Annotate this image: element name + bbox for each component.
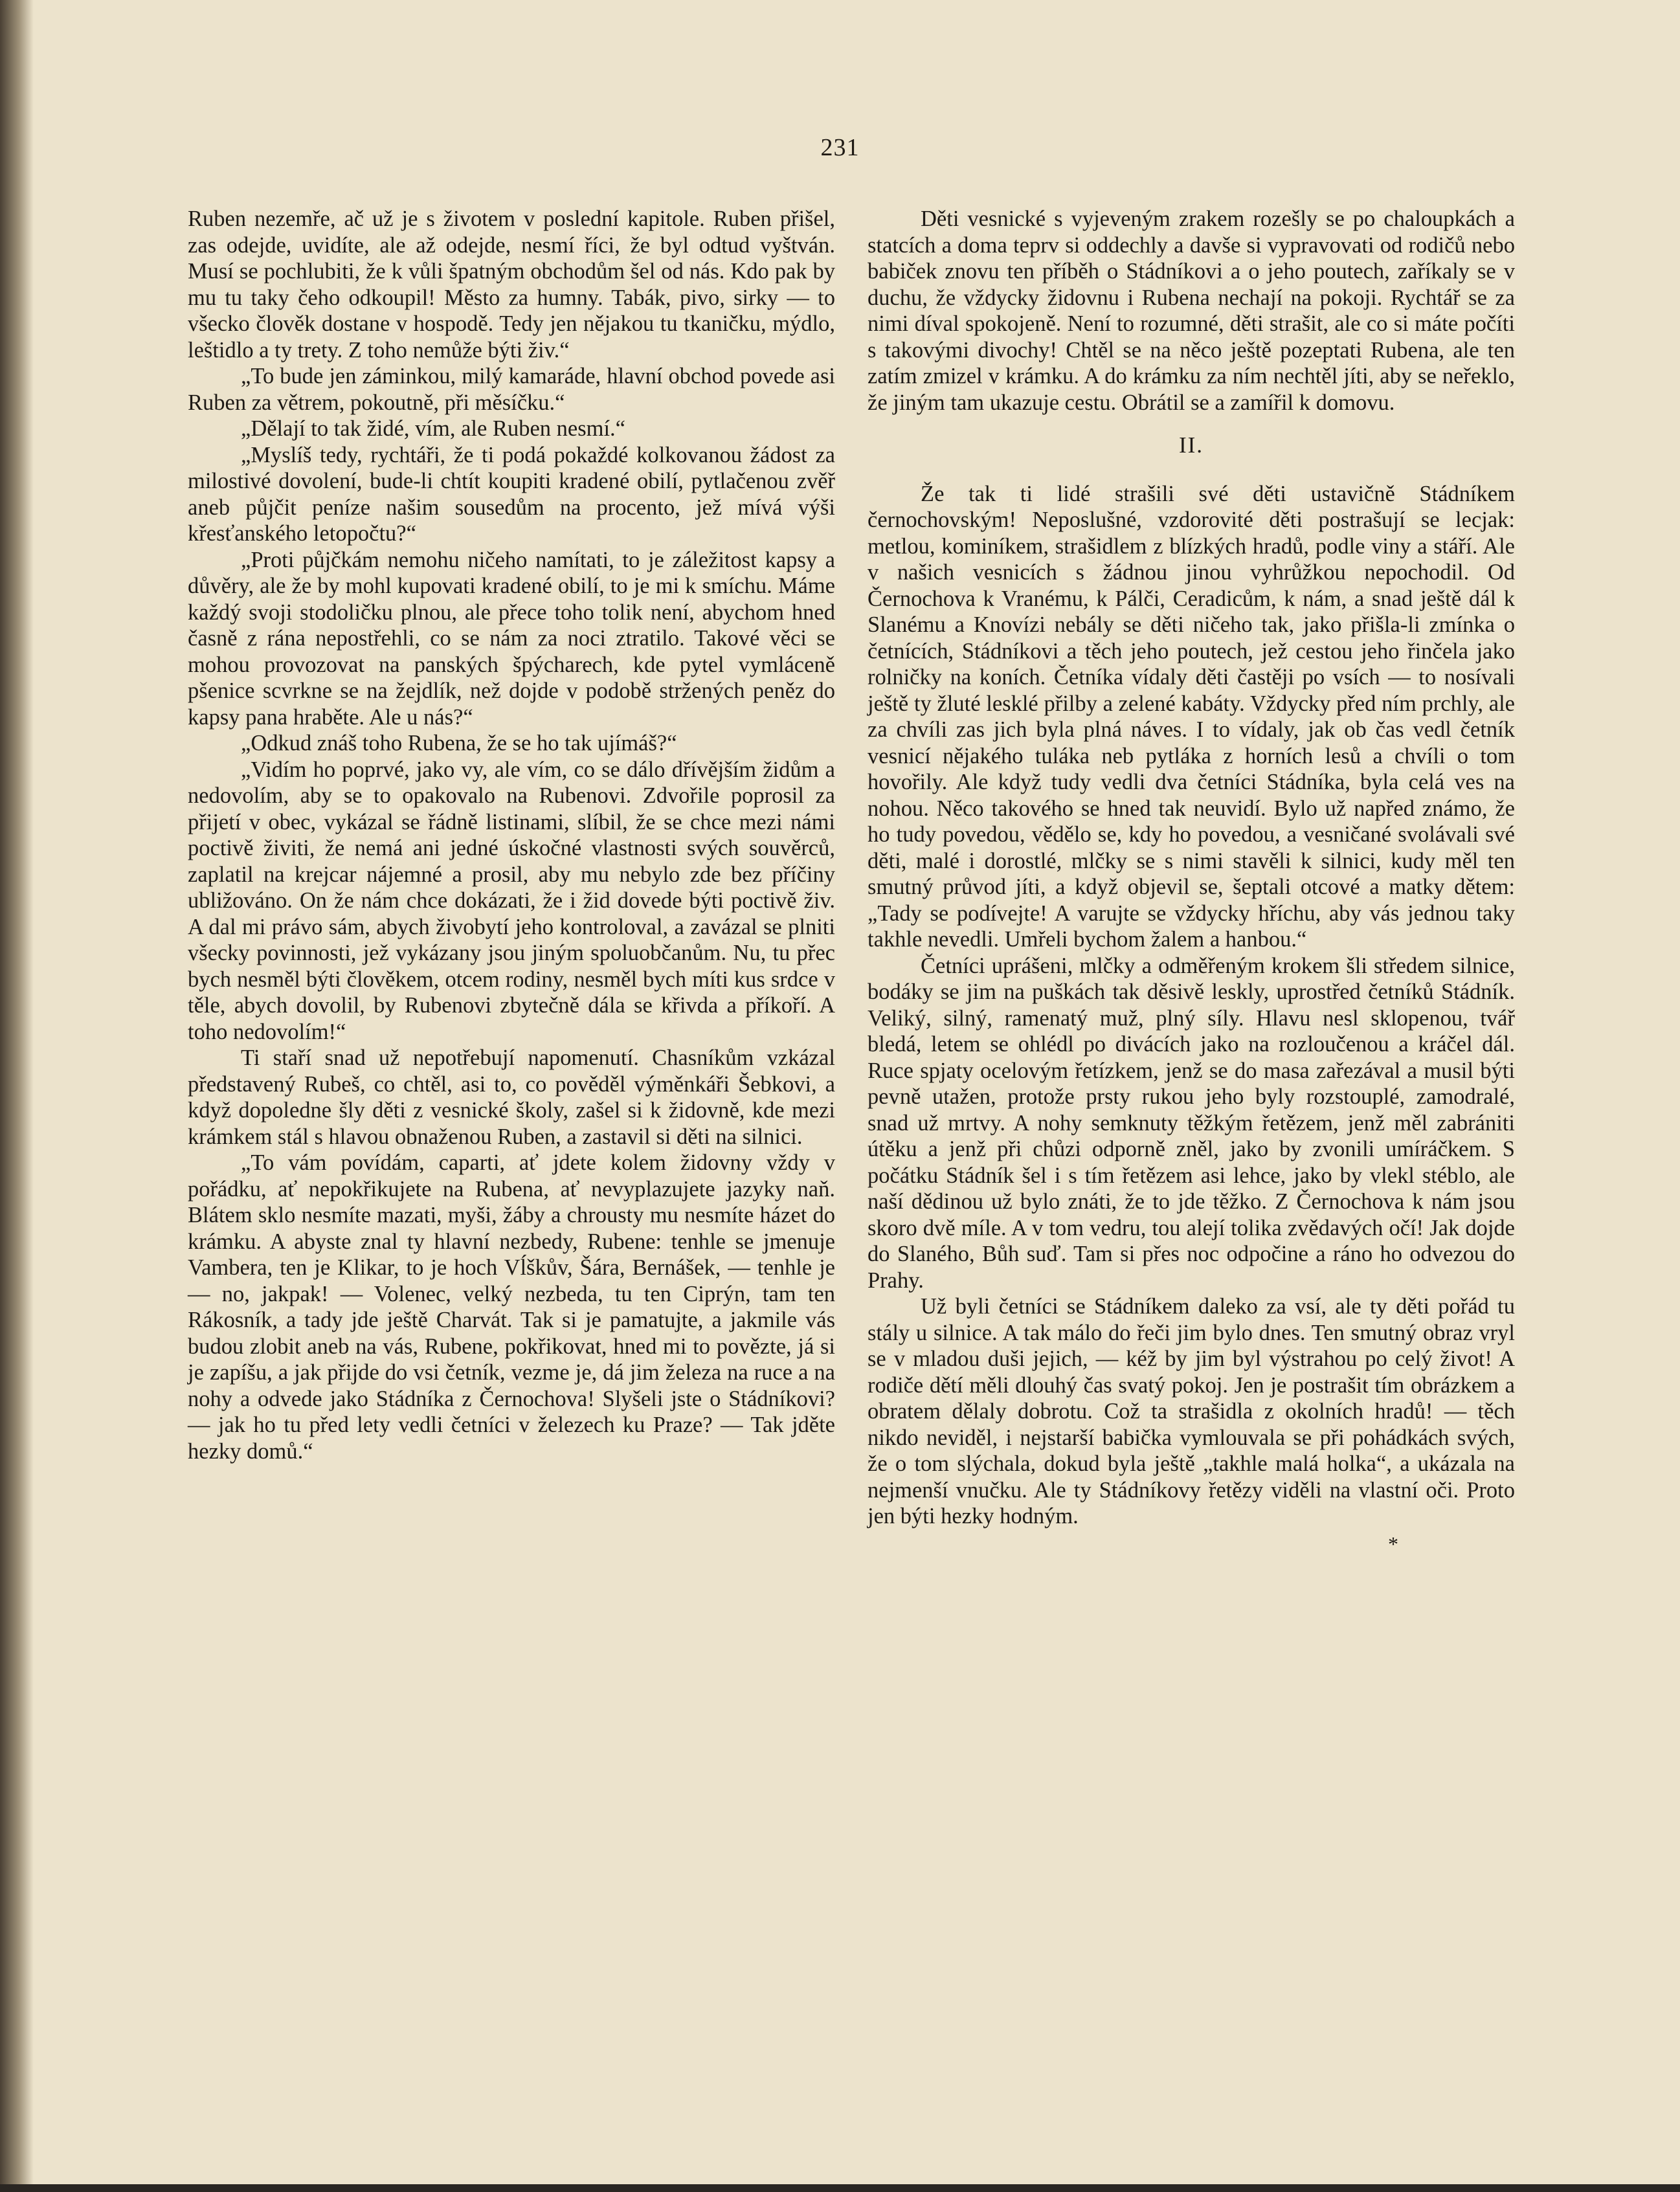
page-number: 231 [820,134,860,161]
paragraph: Už byli četníci se Stádníkem daleko za vsí, ale ty děti pořád tu stály u silnice. A tak málo do řeči jim bylo dnes. Ten smutný obraz vryl se v mladou duši jejich, — kéž by jim byl výstrahou po celý život! A rodiče dětí měli dlouhý čas svatý pokoj. Jen je postrašit tím obrázkem a obratem dělaly dobrotu. Což ta strašidla z okolních hradů! — těch nikdo neviděl, i nejstarší babička vymlouvala se při pohádkách svých, že o tom slýchala, dokud byla ještě „takhle malá holka“, a ukázala na nejmenší vnučku. Ale ty Stádníkovy řetězy viděli na vlastní oči. Proto jen býti hezky hodným. [868,1294,1515,1528]
paragraph: „Dělají to tak židé, vím, ale Ruben nesmí.“ [241,416,625,441]
paragraph: „Myslíš tedy, rychtáři, že ti podá pokaždé kolkovanou žádost za milostivé dovolení, bude-li chtít koupiti kradené obilí, pytlačenou zvěř aneb půjčit peníze našim sousedům na procento, jež mívá výši křesťanského letopočtu?“ [188,442,835,546]
paragraph: „To bude jen záminkou, milý kamaráde, hlavní obchod povede asi Ruben za větrem, pokoutně, při měsíčku.“ [188,364,835,415]
page-bottom-edge [0,2184,1680,2192]
paragraph: Že tak ti lidé strašili své děti ustavičně Stádníkem černochovským! Neposlušné, vzdorovité děti postrašují se lecjak: metlou, kominíkem, strašidlem z blízkých hradů, podle viny a stáří. Ale v našich vesnicích s žádnou jinou vyhrůžkou nepochodil. Od Černochova k Vranému, k Pálči, Ceradicům, k nám, a snad ještě dál k Slanému a Knovízi nebály se děti ničeho tak, jako přišla-li zmínka o četnících, Stádníkovi a těch jeho poutech, jež cestou jeho řinčela jako rolničky na koních. Četníka vídaly děti častěji po vsích — to nosívali ještě ty žluté lesklé přilby a zelené kabáty. Vždycky před ním prchly, ale za chvíli zas jich byla plná náves. I to vídaly, jak ob čas vedl četník vesnicí nějakého tuláka neb pytláka z horních lesů a chvíli o tom hovořily. Ale když tudy vedli dva četníci Stádníka, byla celá ves na nohou. Něco takového se hned tak neuvidí. Bylo už napřed známo, že ho tudy povedou, vědělo se, kdy ho povedou, a vesničané svolávali své děti, malé i dorostlé, mlčky se s nimi stavěli k silnici, kudy měl ten smutný průvod jíti, a když objevil se, šeptali otcové a matky dětem: „Tady se podívejte! A varujte se vždycky hříchu, aby vás jednou taky takhle nevedli. Umřeli bychom žalem a hanbou.“ [868,481,1515,952]
paragraph: Ruben nezemře, ač už je s životem v poslední kapitole. Ruben přišel, zas odejde, uvidíte, ale až odejde, nesmí říci, že byl odtud vyštván. Musí se pochlubiti, že k vůli špatným obchodům šel od nás. Kdo pak by mu tu taky čeho odkoupil! Město za humny. Tabák, pivo, sirky — to všecko člověk dostane v hospodě. Tedy jen nějakou tu tkaničku, mýdlo, leštidlo a ty trety. Z toho nemůže býti živ.“ [188,207,835,363]
section-end-asterisk: * [1388,1532,1398,1556]
paragraph: Ti staří snad už nepotřebují napomenutí. Chasníkům vzkázal představený Rubeš, co chtěl, asi to, co pověděl výměnkáři Šebkovi, a když dopoledne šly děti z vesnické školy, zašel si k židovně, kde mezi krámkem stál s hlavou obnaženou Ruben, a zastavil si děti na silnici. [188,1046,835,1149]
paragraph: „To vám povídám, caparti, ať jdete kolem židovny vždy v pořádku, ať nepokřikujete na Rubena, ať nevyplazujete jazyky naň. Blátem sklo nesmíte mazati, myši, žáby a chrousty mu nesmíte házet do krámku. A abyste znal ty hlavní nezbedy, Rubene: tenhle se jmenuje Vambera, ten je Klikar, to je hoch Vĺškův, Šára, Bernášek, — tenhle je — no, jakpak! — Volenec, velký nezbeda, tu ten Ciprýn, tam ten Rákosník, a tady jde ještě Charvát. Tak si je pamatujte, a jakmile vás budou zlobit aneb na vás, Rubene, pokřikovat, hned mi to povězte, já si je zapíšu, a jak přijde do vsi četník, vezme je, dá jim železa na ruce a na nohy a odvede jako Stádníka z Černochova! Slyšeli jste o Stádníkovi? — jak ho tu před lety vedli četníci v železech ku Praze? — Tak jděte hezky domů.“ [188,1150,835,1464]
section-heading: II. [1178,432,1204,458]
right-column [868,206,1515,1557]
paragraph: Četníci uprášeni, mlčky a odměřeným krokem šli středem silnice, bodáky se jim na puškách tak děsivě leskly, uprostřed četníků Stádník. Veliký, silný, ramenatý muž, plný síly. Hlavu nesl sklopenou, tvář bledá, letem se ohlédl po divácích jako na rozloučenou a kráčel dál. Ruce spjaty ocelovým řetízkem, jenž se do masa zařezával a musil býti pevně utažen, protože prsty rukou jeho byly rozstouplé, zamodralé, snad už mrtvy. A nohy semknuty těžkým řetězem, jenž měl zabrániti útěku a jenž při chůzi odporně zněl, jako by zvonili umíráčkem. S počátku Stádník šel i s tím řetězem asi lehce, jako by vlekl stéblo, ale naší dědinou už bylo znáti, že to jde těžko. Z Černochova k nám jsou skoro dvě míle. A v tom vedru, tou alejí tolika zvědavých očí! Jak dojde do Slaného, Bůh suď. Tam si přes noc odpočine a ráno ho odvezou do Prahy. [868,953,1515,1293]
paragraph: „Odkud znáš toho Rubena, že se ho tak ujímáš?“ [241,731,677,755]
paragraph: „Vidím ho poprvé, jako vy, ale vím, co se dálo dřívějším židům a nedovolím, aby se to opakovalo na Rubenovi. Zdvořile poprosil za přijetí v obec, vykázal se řádně listinami, slíbil, že se chce mezi námi poctivě živiti, že nemá ani jedné úskočné vlastnosti svých souvěrců, zaplatil na krejcar nájemné a prosil, aby mu nebylo zde bez příčiny ubližováno. On že nám chce dokázati, že i žid dovede býti poctivě živ. A dal mi právo sám, abych živobytí jeho kontroloval, a zavázal se plniti všecky povinnosti, jež vykázany jsou jiným spoluobčanům. Nu, tu přec bych nesměl býti člověkem, otcem rodiny, nesměl bych míti kus srdce v těle, abych dovolil, by Rubenovi zbytečně dála se křivda a příkoří. A toho nedovolím!“ [188,757,835,1044]
left-column [188,206,835,1464]
paragraph: Děti vesnické s vyjeveným zrakem rozešly se po chaloupkách a statcích a doma teprv si oddechly a davše si vypravovati od rodičů nebo babiček znovu ten příběh o Stádníkovi a o jeho poutech, zaříkaly se v duchu, že vždycky židovnu i Rubena nechají na pokoji. Rychtář se za nimi díval spokojeně. Není to rozumné, děti strašit, ale co si máte počíti s takovými divochy! Chtěl se na něco ještě pozeptati Rubena, ale ten zatím zmizel v krámku. A do krámku za ním nechtěl jíti, aby se neřeklo, že jiným tam ukazuje cestu. Obrátil se a zamířil k domovu. [868,207,1515,415]
paragraph: „Proti půjčkám nemohu ničeho namítati, to je záležitost kapsy a důvěry, ale že by mohl kupovati kradené obilí, to je mi k smíchu. Máme každý svoji stodoličku plnou, ale přece toho tolik není, abychom hned časně z rána nepostřehli, co se nám za noci ztratilo. Takové věci se mohou provozovat na panských špýcharech, kde pytel vymláceně pšenice scvrkne se na žejdlík, než dojde v podobě stržených peněz do kapsy pana hraběte. Ale u nás?“ [188,547,835,730]
binding-shadow [0,0,34,2192]
